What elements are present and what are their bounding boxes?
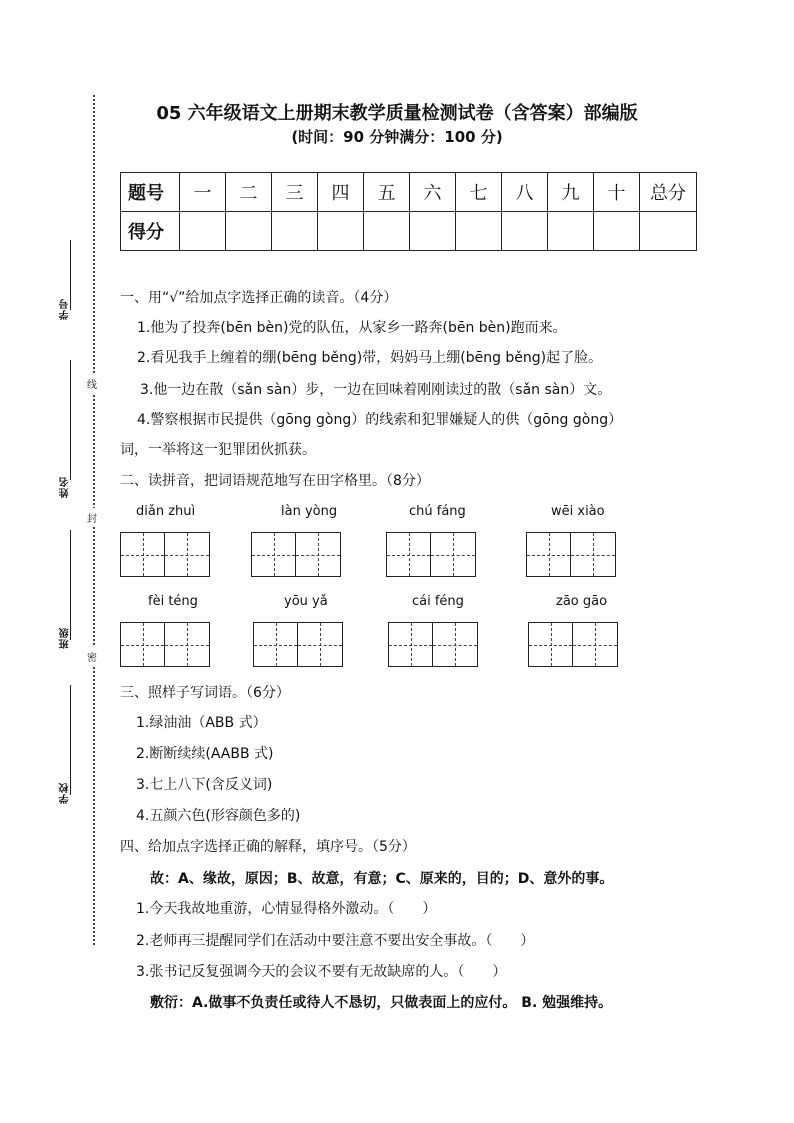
pinyin-label: wēi xiào [551, 504, 605, 519]
score-cell-total[interactable] [640, 212, 697, 251]
pinyin-label: zāo gāo [556, 594, 608, 609]
section2-heading: 二、读拼音，把词语规范地写在田字格里。（8分） [120, 473, 430, 489]
pinyin-label: yōu yǎ [284, 594, 328, 609]
score-col-10: 十 [594, 173, 640, 212]
tian-grid-cell[interactable] [431, 532, 476, 577]
section1-item-3: 3.他一边在散（sǎn sàn）步，一边在回味着刚刚读过的散（sǎn sàn）文。 [140, 382, 612, 398]
tian-grid-pair [386, 532, 476, 577]
section3-item-2: 2.断断续续(AABB 式) [136, 746, 274, 762]
pinyin-label: chú fáng [409, 504, 466, 519]
score-col-4: 四 [318, 173, 364, 212]
tian-grid-cell[interactable] [571, 532, 616, 577]
tian-grid-cell[interactable] [165, 532, 210, 577]
section1-item-4: 4.警察根据市民提供（gōng gòng）的线索和犯罪嫌疑人的供（gōng gòng） [137, 412, 623, 428]
section3-item-1: 1.绿油油（ABB 式） [136, 715, 267, 731]
tian-grid-cell[interactable] [298, 622, 343, 667]
score-cell[interactable] [548, 212, 594, 251]
tian-grid-pair [388, 622, 478, 667]
tian-grid-cell[interactable] [253, 622, 298, 667]
section1-heading: 一、用“√”给加点字选择正确的读音。（4分） [120, 290, 398, 306]
close-paren: ） [422, 901, 437, 917]
page-title: 05 六年级语文上册期末教学质量检测试卷（含答案）部编版 [156, 103, 638, 124]
score-cell[interactable] [502, 212, 548, 251]
name-field[interactable] [70, 360, 71, 480]
pinyin-label: làn yòng [281, 504, 338, 519]
section3-item-3: 3.七上八下(含反义词) [136, 777, 273, 793]
close-paren: ） [492, 964, 507, 980]
section1-item-2: 2.看见我手上缠着的绷(bēng běng)带，妈妈马上绷(bēng běng)起了脸。 [137, 350, 603, 366]
tian-grid-cell[interactable] [120, 622, 165, 667]
score-col-8: 八 [502, 173, 548, 212]
score-cell[interactable] [410, 212, 456, 251]
section3-heading: 三、照样子写词语。（6分） [120, 685, 290, 701]
close-paren: ） [520, 933, 535, 949]
score-cell[interactable] [594, 212, 640, 251]
tian-grid-pair [253, 622, 343, 667]
score-cell[interactable] [318, 212, 364, 251]
score-col-2: 二 [226, 173, 272, 212]
tian-grid-pair [528, 622, 618, 667]
class-label: 班级 [60, 627, 71, 649]
score-col-3: 三 [272, 173, 318, 212]
section4-item-1-text: 1.今天我故地重游，心情显得格外激动。（ [136, 901, 395, 917]
section4-item-1 [136, 898, 436, 918]
section4-item-2 [136, 930, 534, 950]
score-cell[interactable] [226, 212, 272, 251]
tian-grid-cell[interactable] [526, 532, 571, 577]
section1-item-1: 1.他为了投奔(bēn bèn)党的队伍，从家乡一路奔(bēn bèn)跑而来。 [137, 320, 567, 336]
pinyin-label: cái féng [412, 594, 464, 609]
tian-grid-pair [526, 532, 616, 577]
tian-grid-pair [120, 532, 210, 577]
tian-grid-cell[interactable] [388, 622, 433, 667]
pinyin-label: diǎn zhuì [136, 504, 196, 519]
score-col-1: 一 [180, 173, 226, 212]
tian-grid-cell[interactable] [165, 622, 210, 667]
student-id-label: 学号 [60, 298, 71, 320]
tian-grid-pair [251, 532, 341, 577]
score-col-total: 总分 [640, 173, 697, 212]
section4-definition-gu: 故：A、缘故，原因；B、故意，有意；C、原来的，目的；D、意外的事。 [150, 871, 614, 887]
page-subtitle: (时间：90 分钟满分：100 分) [291, 128, 503, 146]
section1-item-4-cont: 词，一举将这一犯罪团伙抓获。 [120, 442, 316, 458]
tian-grid-cell[interactable] [296, 532, 341, 577]
tian-grid-cell[interactable] [573, 622, 618, 667]
seal-char-secret: 密 [87, 647, 97, 666]
tian-grid-cell[interactable] [386, 532, 431, 577]
school-field[interactable] [70, 685, 71, 795]
pinyin-label: fèi téng [148, 594, 198, 609]
tian-grid-cell[interactable] [528, 622, 573, 667]
score-cell[interactable] [180, 212, 226, 251]
score-table-row2-label: 得分 [121, 212, 180, 251]
name-label: 姓名 [60, 476, 71, 498]
section4-definition-fuyan: 敷衍：A.做事不负责任或待人不恳切，只做表面上的应付。 B. 勉强维持。 [150, 995, 613, 1011]
score-table-header-row [121, 173, 697, 212]
score-table [120, 172, 697, 251]
seal-char-seal: 封 [87, 508, 97, 527]
score-table-score-row [121, 212, 697, 251]
section4-item-2-text: 2.老师再三提醒同学们在活动中要注意不要出安全事故。（ [136, 933, 493, 949]
score-col-7: 七 [456, 173, 502, 212]
seal-char-line: 线 [87, 374, 97, 393]
score-col-9: 九 [548, 173, 594, 212]
tian-grid-cell[interactable] [120, 532, 165, 577]
section3-item-4: 4.五颜六色(形容颜色多的) [136, 808, 301, 824]
score-cell[interactable] [456, 212, 502, 251]
tian-grid-pair [120, 622, 210, 667]
section4-item-3 [136, 961, 506, 981]
score-cell[interactable] [364, 212, 410, 251]
score-col-5: 五 [364, 173, 410, 212]
score-col-6: 六 [410, 173, 456, 212]
tian-grid-cell[interactable] [433, 622, 478, 667]
score-table-row1-label: 题号 [121, 173, 180, 212]
section4-item-3-text: 3.张书记反复强调今天的会议不要有无故缺席的人。（ [136, 964, 465, 980]
score-cell[interactable] [272, 212, 318, 251]
tian-grid-cell[interactable] [251, 532, 296, 577]
school-label: 学校 [60, 782, 71, 804]
class-field[interactable] [70, 530, 71, 640]
section4-heading: 四、给加点字选择正确的解释，填序号。（5分） [120, 839, 416, 855]
